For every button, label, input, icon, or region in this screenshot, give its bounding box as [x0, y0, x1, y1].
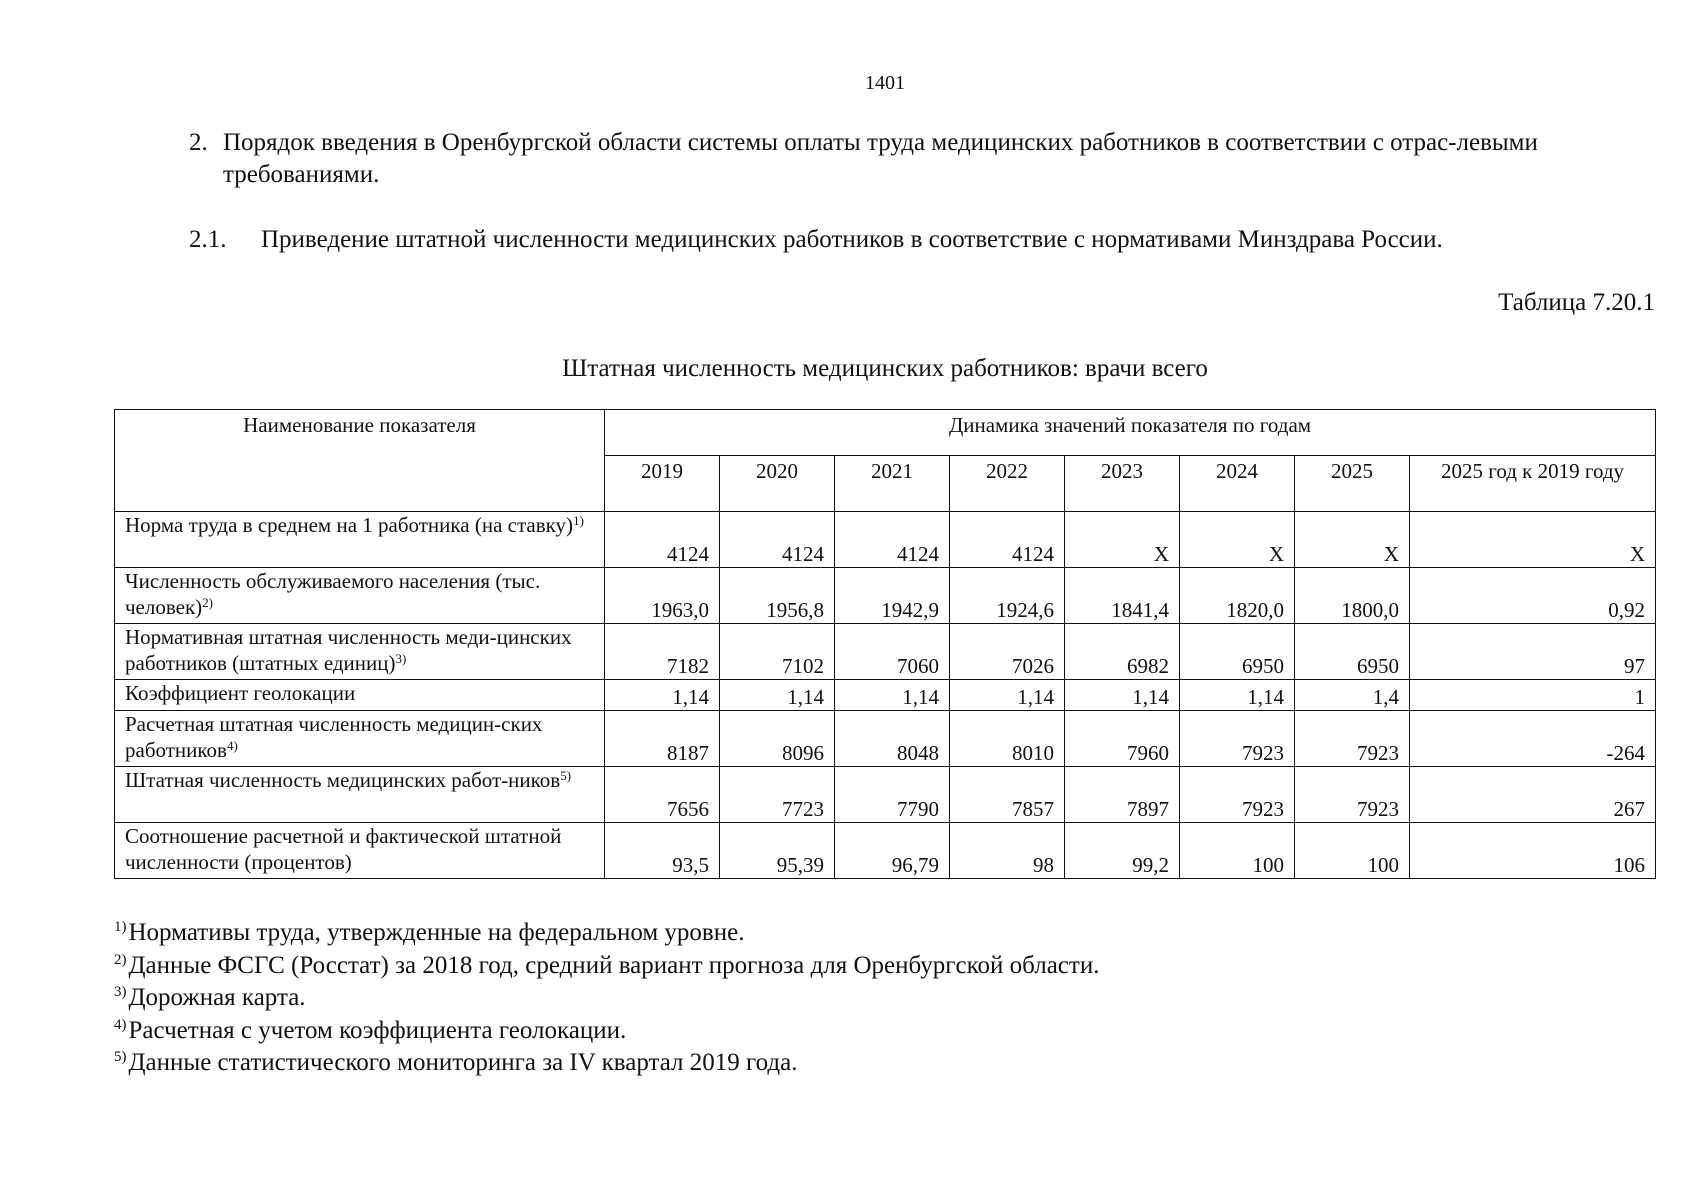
footnote-ref: 1) [573, 513, 584, 528]
footnote [114, 982, 1099, 1015]
value-cell: 7060 [835, 624, 950, 680]
table-row [115, 711, 1656, 767]
indicator-name [115, 680, 605, 711]
indicator-label: Коэффициент геолокации [125, 681, 356, 705]
table-label: Таблица 7.20.1 [1498, 289, 1655, 316]
value-cell: 1841,4 [1065, 568, 1180, 624]
indicator-name [115, 568, 605, 624]
header-year: 2019 [605, 456, 720, 512]
value-cell: 6950 [1180, 624, 1295, 680]
value-cell: 7923 [1180, 711, 1295, 767]
value-cell: 7656 [605, 767, 720, 823]
indicator-label: Соотношение расчетной и фактической штатной численности (процентов) [125, 824, 562, 874]
table-row [115, 624, 1656, 680]
value-cell: 0,92 [1410, 568, 1656, 624]
table-row [115, 767, 1656, 823]
indicator-name [115, 512, 605, 568]
value-cell: 1,14 [835, 680, 950, 711]
indicator-name [115, 711, 605, 767]
footnote-ref: 5) [560, 768, 572, 783]
footnote [114, 917, 1099, 950]
indicator-label: Расчетная штатная численность медицин-ских работников [125, 712, 543, 762]
header-year: 2025 [1295, 456, 1410, 512]
value-cell: 1963,0 [605, 568, 720, 624]
section-2-1-number: 2.1. [189, 226, 227, 253]
value-cell: 4124 [605, 512, 720, 568]
value-cell: 99,2 [1065, 823, 1180, 879]
value-cell: 1,4 [1295, 680, 1410, 711]
value-cell: X [1065, 512, 1180, 568]
header-year: 2021 [835, 456, 950, 512]
footnote-text: Данные статистического мониторинга за IV квартал 2019 года. [128, 1049, 798, 1076]
value-cell: 7923 [1180, 767, 1295, 823]
value-cell: 7182 [605, 624, 720, 680]
value-cell: 6982 [1065, 624, 1180, 680]
value-cell: 1924,6 [950, 568, 1065, 624]
section-2-1-text: Приведение штатной численности медицинских работников в соответствие с нормативами Минздрава России. [261, 226, 1443, 253]
value-cell: 4124 [720, 512, 835, 568]
value-cell: 1800,0 [1295, 568, 1410, 624]
value-cell: 106 [1410, 823, 1656, 879]
value-cell: 100 [1295, 823, 1410, 879]
header-year: 2022 [950, 456, 1065, 512]
value-cell: 96,79 [835, 823, 950, 879]
value-cell: -264 [1410, 711, 1656, 767]
value-cell: 7923 [1295, 767, 1410, 823]
value-cell: 8010 [950, 711, 1065, 767]
value-cell: X [1410, 512, 1656, 568]
table-row [115, 568, 1656, 624]
value-cell: 7102 [720, 624, 835, 680]
header-indicator-name: Наименование показателя [115, 410, 605, 512]
indicator-label: Норма труда в среднем на 1 работника (на ставку) [125, 513, 574, 537]
indicator-name [115, 823, 605, 879]
section-2-heading [189, 127, 1659, 191]
value-cell: 97 [1410, 624, 1656, 680]
value-cell: 1,14 [950, 680, 1065, 711]
section-2-text: Порядок введения в Оренбургской области системы оплаты труда медицинских работников в соответствии с отрас-левыми требованиями. [223, 129, 1538, 188]
value-cell: 1,14 [720, 680, 835, 711]
header-year: 2024 [1180, 456, 1295, 512]
value-cell: 6950 [1295, 624, 1410, 680]
value-cell: 1,14 [605, 680, 720, 711]
value-cell: 7026 [950, 624, 1065, 680]
value-cell: X [1180, 512, 1295, 568]
indicator-label: Штатная численность медицинских работ-ников [125, 768, 561, 792]
value-cell: 7960 [1065, 711, 1180, 767]
footnote-mark: 1) [114, 919, 127, 935]
staffing-table [114, 409, 1656, 879]
footnote-ref: 3) [395, 651, 407, 666]
value-cell: 1942,9 [835, 568, 950, 624]
footnote-ref: 4) [226, 738, 238, 753]
header-year: 2023 [1065, 456, 1180, 512]
value-cell: 98 [950, 823, 1065, 879]
table-row [115, 512, 1656, 568]
indicator-name [115, 767, 605, 823]
footnote [114, 1047, 1099, 1080]
footnote [114, 1015, 1099, 1048]
footnote-mark: 5) [114, 1049, 127, 1065]
value-cell: X [1295, 512, 1410, 568]
indicator-name [115, 624, 605, 680]
header-year: 2025 год к 2019 году [1410, 456, 1656, 512]
value-cell: 1820,0 [1180, 568, 1295, 624]
value-cell: 8187 [605, 711, 720, 767]
value-cell: 7923 [1295, 711, 1410, 767]
indicator-label: Численность обслуживаемого населения (тыс. человек) [125, 569, 541, 619]
value-cell: 7723 [720, 767, 835, 823]
page-number: 1401 [865, 72, 905, 94]
value-cell: 7857 [950, 767, 1065, 823]
indicator-label: Нормативная штатная численность меди-цинских работников (штатных единиц) [125, 625, 572, 675]
value-cell: 93,5 [605, 823, 720, 879]
footnote-text: Нормативы труда, утвержденные на федеральном уровне. [128, 919, 745, 946]
table-row [115, 823, 1656, 879]
footnote-text: Данные ФСГС (Росстат) за 2018 год, средний вариант прогноза для Оренбургской области. [128, 951, 1100, 979]
section-2-1-heading [189, 224, 1659, 256]
value-cell: 4124 [835, 512, 950, 568]
header-dynamics: Динамика значений показателя по годам [605, 410, 1656, 456]
footnote-mark: 4) [114, 1016, 127, 1033]
value-cell: 1,14 [1180, 680, 1295, 711]
value-cell: 8096 [720, 711, 835, 767]
table-title: Штатная численность медицинских работников: врачи всего [562, 355, 1208, 382]
footnote-text: Расчетная с учетом коэффициента геолокации. [128, 1016, 627, 1044]
value-cell: 95,39 [720, 823, 835, 879]
value-cell: 1,14 [1065, 680, 1180, 711]
value-cell: 7790 [835, 767, 950, 823]
section-2-number: 2. [189, 129, 208, 156]
footnote-mark: 3) [114, 984, 127, 1000]
value-cell: 4124 [950, 512, 1065, 568]
footnote-ref: 2) [202, 595, 214, 610]
value-cell: 8048 [835, 711, 950, 767]
footnote [114, 950, 1099, 983]
header-year: 2020 [720, 456, 835, 512]
footnotes [114, 917, 1099, 1080]
footnote-text: Дорожная карта. [128, 984, 306, 1011]
value-cell: 1 [1410, 680, 1656, 711]
value-cell: 267 [1410, 767, 1656, 823]
value-cell: 100 [1180, 823, 1295, 879]
value-cell: 7897 [1065, 767, 1180, 823]
table-row [115, 680, 1656, 711]
value-cell: 1956,8 [720, 568, 835, 624]
footnote-mark: 2) [114, 951, 127, 968]
